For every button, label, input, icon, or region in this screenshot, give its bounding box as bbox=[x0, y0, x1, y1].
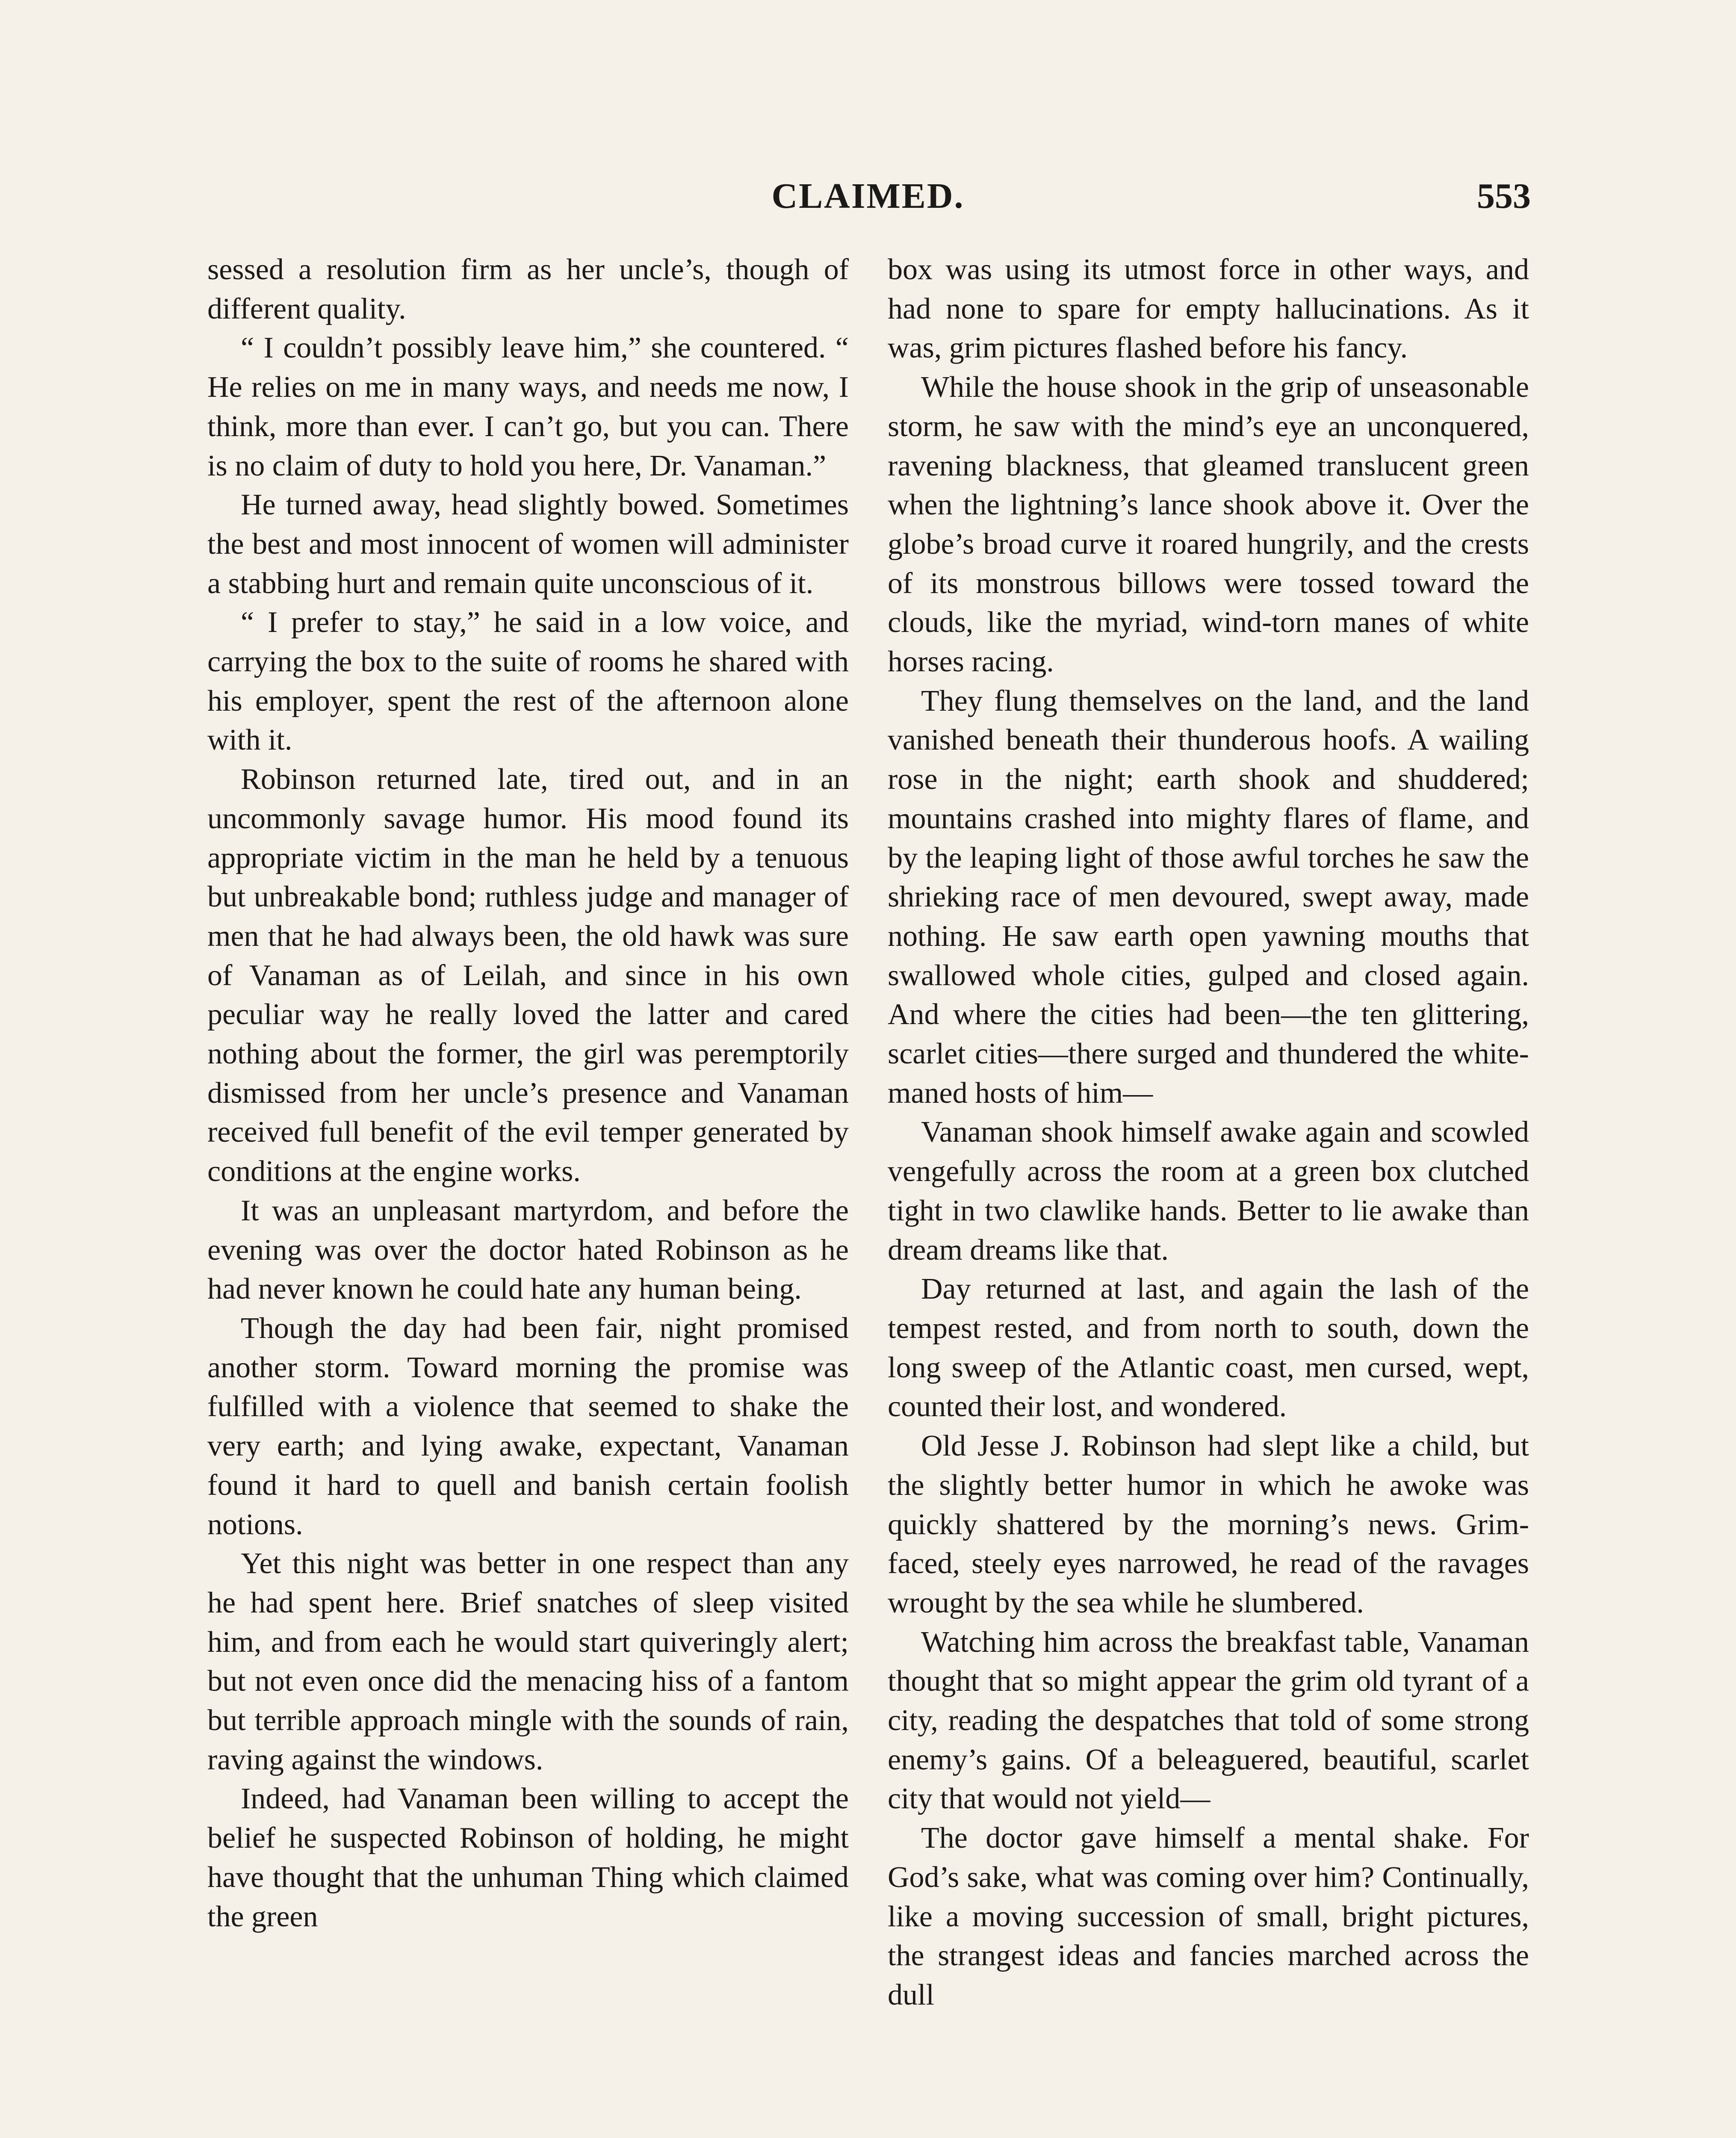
paragraph: “ I prefer to stay,” he said in a low voice, and carrying the box to the suite of rooms he shared with his employer, spent the rest of the afternoon alone with it. bbox=[207, 606, 849, 757]
paragraph: He turned away, head slightly bowed. Sometimes the best and most innocent of women will administer a stabbing hurt and remain quite unconscious of it. bbox=[207, 488, 849, 600]
paragraph: Though the day had been fair, night promised another storm. Toward morning the promise was fulfilled with a violence that seemed to shake the very earth; and lying awake, expectant, Vanaman found it hard to quell and banish certain foolish notions. bbox=[207, 1311, 849, 1541]
paragraph: Robinson returned late, tired out, and in an uncommonly savage humor. His mood found its appropriate victim in the man he held by a tenuous but unbreakable bond; ruthless judge and manager of men that he had always been, the old hawk was sure of Vanaman as of Leilah, and since in his own peculiar way he really loved the latter and cared nothing about the former, the girl was peremptorily dismissed from her uncle’s presence and Vanaman received full benefit of the evil temper generated by conditions at the engine works. bbox=[207, 763, 849, 1188]
paragraph: Indeed, had Vanaman been willing to accept the belief he suspected Robinson of holding, he might have thought that the unhuman Thing which claimed the green bbox=[207, 1782, 849, 1933]
paragraph: The doctor gave himself a mental shake. For God’s sake, what was coming over him? Continually, like a moving succession of small, bright pictures, the strangest ideas and fancies marched across the dull bbox=[888, 1822, 1529, 2011]
paragraph: Yet this night was better in one respect than any he had spent here. Brief snatches of sleep visited him, and from each he would start quiveringly alert; but not even once did the menacing hiss of a fantom but terrible approach mingle with the sounds of rain, raving against the windows. bbox=[207, 1547, 849, 1776]
paragraph: While the house shook in the grip of unseasonable storm, he saw with the mind’s eye an unconquered, ravening blackness, that gleamed translucent green when the lightning’s lance shook above it. Over the globe’s broad curve it roared hungrily, and the crests of its monstrous billows were tossed toward the clouds, like the myriad, wind-torn manes of white horses racing. bbox=[888, 371, 1529, 679]
paragraph: Vanaman shook himself awake again and scowled vengefully across the room at a green box clutched tight in two clawlike hands. Better to lie awake than dream dreams like that. bbox=[888, 1116, 1529, 1267]
left-column bbox=[207, 250, 849, 1936]
page-number: 553 bbox=[1477, 176, 1531, 216]
running-title: CLAIMED. bbox=[771, 176, 965, 216]
paragraph: sessed a resolution firm as her uncle’s, though of different quality. bbox=[207, 253, 849, 325]
paragraph: They flung themselves on the land, and the land vanished beneath their thunderous hoofs. A wailing rose in the night; earth shook and shuddered; mountains crashed into mighty flares of flame, and by the leaping light of those awful torches he saw the shrieking race of men devoured, swept away, made nothing. He saw earth open yawning mouths that swallowed whole cities, gulped and closed again. And where the cities had been—the ten glittering, scarlet cities—there surged and thundered the white-maned hosts of him— bbox=[888, 684, 1529, 1110]
paragraph: Old Jesse J. Robinson had slept like a child, but the slightly better humor in which he awoke was quickly shattered by the morning’s news. Grim-faced, steely eyes narrowed, he read of the ravages wrought by the sea while he slumbered. bbox=[888, 1429, 1529, 1619]
right-column bbox=[888, 250, 1529, 2015]
paragraph: Watching him across the breakfast table, Vanaman thought that so might appear the grim old tyrant of a city, reading the despatches that told of some strong enemy’s gains. Of a beleaguered, beautiful, scarlet city that would not yield— bbox=[888, 1625, 1529, 1816]
paragraph: Day returned at last, and again the lash of the tempest rested, and from north to south, down the long sweep of the Atlantic coast, men cursed, wept, counted their lost, and wondered. bbox=[888, 1273, 1529, 1423]
paragraph: It was an unpleasant martyrdom, and before the evening was over the doctor hated Robinson as he had never known he could hate any human being. bbox=[207, 1194, 849, 1306]
paragraph: box was using its utmost force in other ways, and had none to spare for empty hallucinations. As it was, grim pictures flashed before his fancy. bbox=[888, 253, 1529, 365]
paragraph: “ I couldn’t possibly leave him,” she countered. “ He relies on me in many ways, and needs me now, I think, more than ever. I can’t go, but you can. There is no claim of duty to hold you here, Dr. Vanaman.” bbox=[207, 331, 849, 482]
